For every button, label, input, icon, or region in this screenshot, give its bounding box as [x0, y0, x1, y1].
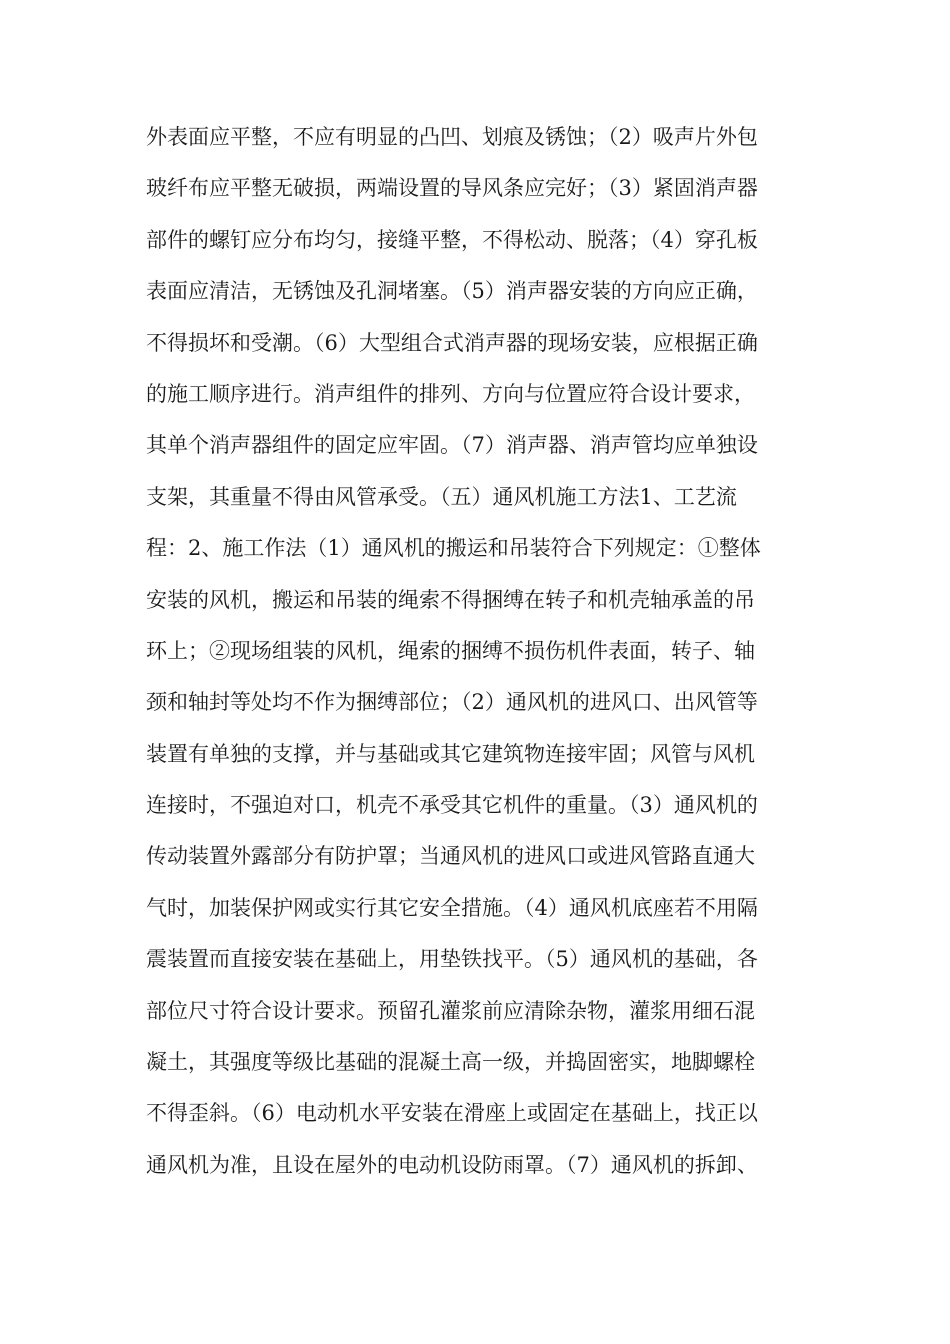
text-line: 支架，其重量不得由风管承受。（五）通风机施工方法1、工艺流 [146, 484, 737, 509]
text-line: 通风机为准，且设在屋外的电动机设防雨罩。（7）通风机的拆卸、 [146, 1152, 758, 1177]
text-line: 程：2、施工作法（1）通风机的搬运和吊装符合下列规定：①整体 [146, 536, 761, 561]
text-line: 颈和轴封等处均不作为捆缚部位；（2）通风机的进风口、出风管等 [146, 690, 758, 715]
text-line: 不得歪斜。（6）电动机水平安装在滑座上或固定在基础上，找正以 [146, 1101, 758, 1126]
text-line: 安装的风机，搬运和吊装的绳索不得捆缚在转子和机壳轴承盖的吊 [146, 587, 755, 612]
text-line: 连接时，不强迫对口，机壳不承受其它机件的重量。（3）通风机的 [146, 793, 758, 818]
text-line: 环上；②现场组装的风机，绳索的捆缚不损伤机件表面，转子、轴 [146, 638, 755, 663]
text-line: 部位尺寸符合设计要求。预留孔灌浆前应清除杂物，灌浆用细石混 [146, 998, 755, 1023]
text-line: 其单个消声器组件的固定应牢固。（7）消声器、消声管均应单独设 [146, 433, 758, 458]
text-line: 装置有单独的支撑，并与基础或其它建筑物连接牢固；风管与风机 [146, 741, 755, 766]
text-line: 不得损坏和受潮。（6）大型组合式消声器的现场安装，应根据正确 [146, 330, 758, 355]
text-line: 震装置而直接安装在基础上，用垫铁找平。（5）通风机的基础，各 [146, 947, 758, 972]
text-line: 凝土，其强度等级比基础的混凝土高一级，并捣固密实，地脚螺栓 [146, 1050, 755, 1075]
text-line: 外表面应平整，不应有明显的凸凹、划痕及锈蚀；（2）吸声片外包 [146, 125, 758, 149]
body-text [146, 112, 806, 1191]
text-line: 玻纤布应平整无破损，两端设置的导风条应完好；（3）紧固消声器 [146, 176, 758, 201]
text-line: 表面应清洁，无锈蚀及孔洞堵塞。（5）消声器安装的方向应正确， [146, 279, 758, 304]
text-line: 传动装置外露部分有防护罩；当通风机的进风口或进风管路直通大 [146, 844, 755, 869]
text-line: 气时，加装保护网或实行其它安全措施。（4）通风机底座若不用隔 [146, 895, 758, 920]
text-line: 的施工顺序进行。消声组件的排列、方向与位置应符合设计要求， [146, 381, 755, 406]
text-line: 部件的螺钉应分布均匀，接缝平整，不得松动、脱落；（4）穿孔板 [146, 227, 758, 252]
